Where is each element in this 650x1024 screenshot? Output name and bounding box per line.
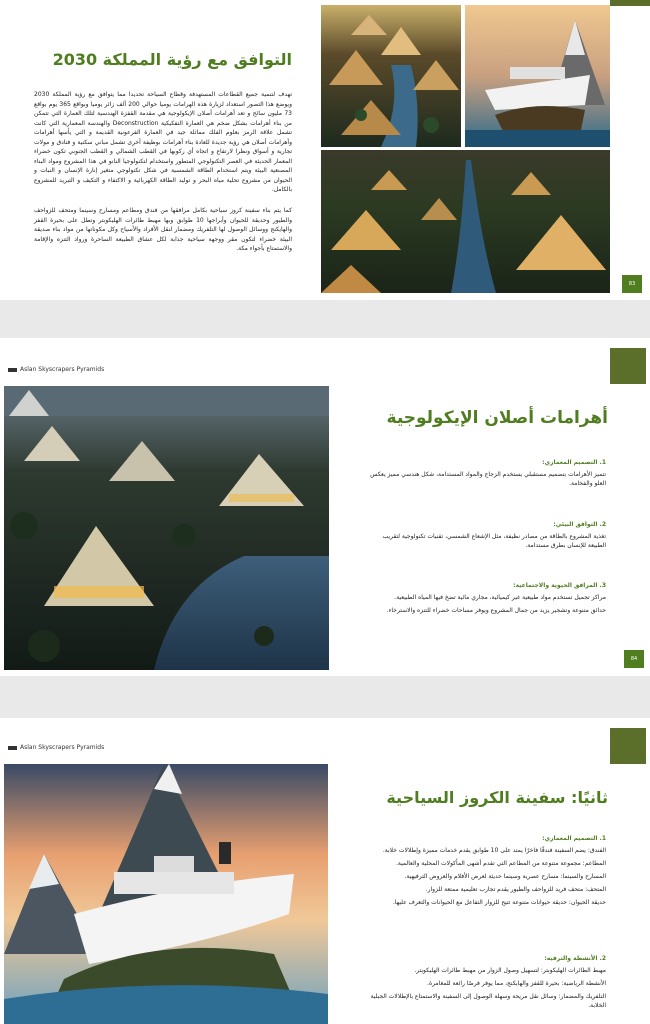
section-body: المسارح والسينما: مسارح عصرية وسينما حديثة لعرض الأفلام والعروض الترفيهية. xyxy=(404,873,606,880)
eco-pyramids-image xyxy=(4,386,329,670)
section-title: أهرامات أصلان الإيكولوجية xyxy=(386,408,608,428)
page-83 xyxy=(0,0,650,300)
corner-square xyxy=(610,728,646,764)
page-title: التوافق مع رؤية المملكة 2030 xyxy=(52,50,292,69)
section-heading: 1. التصميم المعماري: xyxy=(542,835,606,842)
section-title: ثانيًا: سفينة الكروز السياحية xyxy=(386,788,608,807)
page-number: 84 xyxy=(624,650,644,668)
pyramid-city-image xyxy=(321,150,610,293)
section-heading: 3. المرافق الحيوية والاجتماعية: xyxy=(513,582,606,589)
page-84 xyxy=(0,338,650,676)
brand-logo-icon xyxy=(8,368,17,372)
section-body: حدائق متنوعة وتشجير يزيد من جمال المشروع ويوفر مساحات خضراء للتنزه والاسترخاء. xyxy=(386,607,606,614)
section-facilities xyxy=(366,581,606,619)
page-number: 83 xyxy=(622,275,642,293)
section-activities xyxy=(366,954,606,1014)
section-heading: 2. التوافق البيئي: xyxy=(553,521,606,528)
section-body: الفندق: يضم السفينة فندقًا فاخرًا يمتد على 10 طوابق يقدم خدمات مميزة وإطلالات خلابة. xyxy=(382,847,606,854)
section-body: تتميز الأهرامات بتصميم مستقبلي يستخدم الزجاج والمواد المستدامة، شكل هندسي مميز يعكس العلو والفخامة. xyxy=(370,471,606,487)
section-body: المطاعم: مجموعة متنوعة من المطاعم التي تقدم أشهى المأكولات المحلية والعالمية. xyxy=(396,860,606,867)
section-environment xyxy=(366,520,606,554)
corner-square xyxy=(610,0,650,6)
section-heading: 1. التصميم المعماري: xyxy=(542,459,606,466)
cruise-ship-image xyxy=(4,764,328,1024)
brand-label: Aslan Skyscrapers Pyramids xyxy=(8,366,104,373)
cruise-ship-image-small xyxy=(465,5,610,147)
page-85 xyxy=(0,718,650,1024)
corner-square xyxy=(610,348,646,384)
section-body: الأنشطة الرياضية: بحيرة للقفز والهايكنج، مما يوفر فرصًا رائعة للمغامرة. xyxy=(427,980,606,987)
section-body: التلفريك والمضمار: وسائل نقل مريحة وسهلة الوصول إلى السفينة والاستمتاع بالإطلالات الجبلية الخلابة. xyxy=(370,993,606,1009)
pyramid-river-image xyxy=(321,5,461,147)
brand-logo-icon xyxy=(8,746,17,750)
body-paragraph-1: تهدف لتنمية جميع القطاعات المستهدفة وقطاع السياحة تحديدا مما يتوافق مع رؤية المملكة 2030 ويوضع هذا التصور استعداد لزيارة هذه الهرامات يوميا حوالي 200 ألف زائر يوميا وبواقع 365 يوم بواقع 73 مليون سائح و تعد أهرامات أصلان الإيكولوجية هي مقدمة القفزة الهندسية لتلك العمارة التي تتمكن من بناء أهرامات بشكل ضخم هي العمارة التفكيكية Deconstruction والهندسة المعمارية التي كانت تشمل علاقة الرمز بعلوم الفلك مماثلة جيد في العمارة الفرعونية القديمة و التي يأسها أهرامات وأهرامات أصلان هي رؤية جديدة للعادة بناء أهرامات بوظيفة أخرى تشمل مباني سكنية و فنادق و مولات تجارية و أسواق ونظرا لارتفاع و اتجاه أي ركوبها في القطب الشمالي و القطب الجنوبي تكون خضراء المعمار الحديثة في العصر التكنولوجي المتطور واستخدام لتكنولوجيا النانو في هذا المشروع ومواد البناء المصنعية البيئة ويتم استخدام الطاقة الشمسية في شكل تكنولوجي متغير إنارة الإنسان و النبات و الحيوان من مشروع تحلية مياه البحر و توليد الطاقة الكهربائية و الاكتفاء و التكيف و التبريد للمشروع بالكامل. xyxy=(34,91,292,193)
brand-label: Aslan Skyscrapers Pyramids xyxy=(8,744,104,751)
section-body: المتحف: متحف فريد للزواحف والطيور يقدم تجارب تعليمية ممتعة للزوار. xyxy=(425,886,606,893)
section-heading: 2. الأنشطة والترفيه: xyxy=(544,955,606,962)
section-architecture xyxy=(366,458,606,492)
body-paragraph-2: كما يتم بناء سفينة كروز سياحية بكامل مرافقها من فندق ومطاعم ومسارح وسينما ومتحف للزواحف والطيور وحديقة للحيوان وأبراجها 10 طوابق وبها مهبط طائرات الهليكوبتر وتطل على بحيرة القفز والهايكنج ووسائل الوصول لها التلفريك ومضمار لنقل الأفراد والأسياح وكل مكوناتها من مواد بناء صديقة البيئة خضراء لتكون مقر ووجهة سياحية جذابة لكل عشاق الطبيعة الساحرة ورواد التنزه والإقامة والاستمتاع بأجواء مكة. xyxy=(34,207,292,252)
section-body: مراكز تجميل تستخدم مواد طبيعية غير كيميائية، مجاري مائية تضخ فيها المياه الطبيعية. xyxy=(394,594,606,601)
section-architecture xyxy=(366,834,606,911)
section-body: مهبط الطائرات الهليكوبتر: لتسهيل وصول الزوار من مهبط طائرات الهليكوبتر. xyxy=(414,967,606,974)
section-body: حديقة الحيوان: حديقة حيوانات متنوعة تتيح للزوار التفاعل مع الحيوانات والتعرف عليها. xyxy=(392,899,606,906)
section-body: تغذية المشروع بالطاقة من مصادر نظيفة، مثل الإشعاع الشمسي، تقنيات تكنولوجية لتقريب الطبيعة للإنسان بطرق مستدامة. xyxy=(382,533,606,549)
